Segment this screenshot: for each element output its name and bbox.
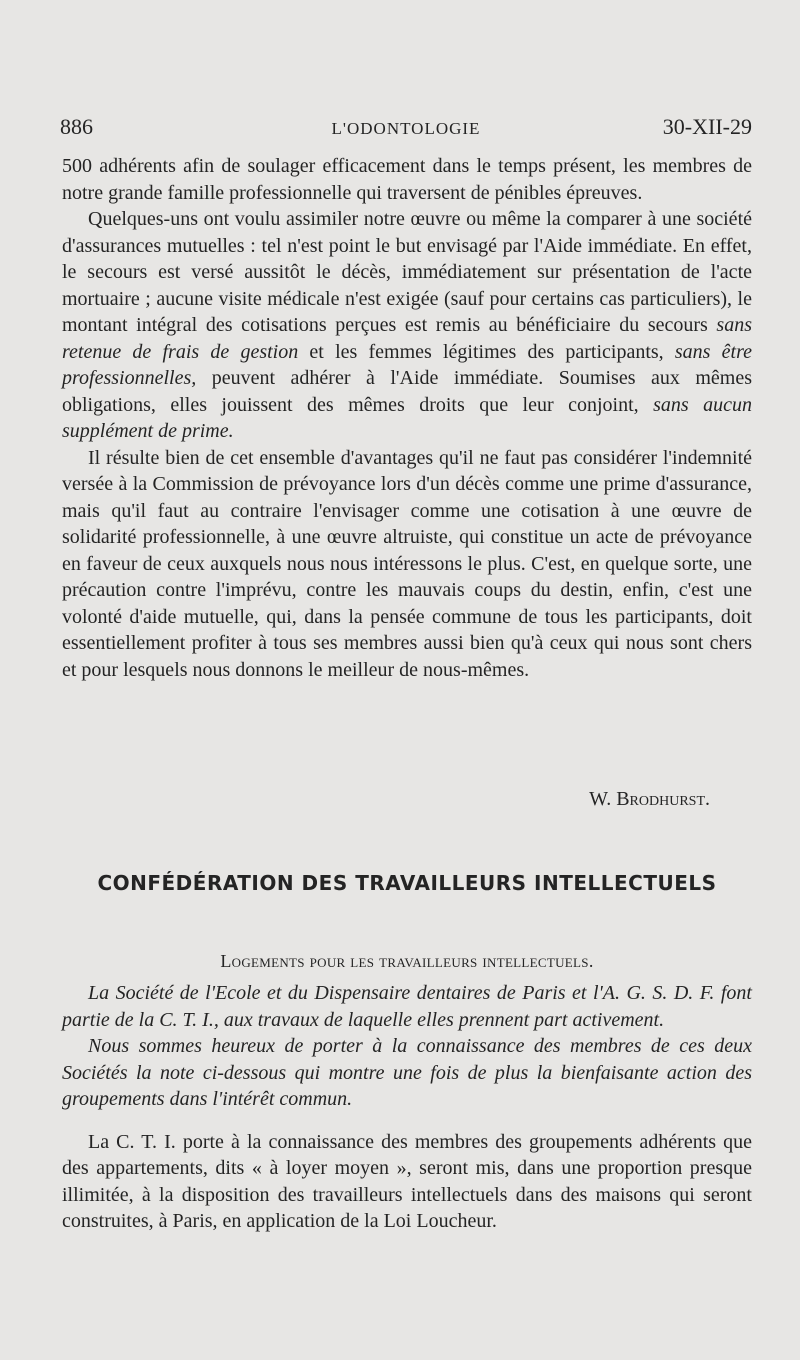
article-paragraph-2-part-1: Quelques-uns ont voulu assimiler notre œuvre ou même la comparer à une société d'assurances mutuelles : tel n'est point le but envisagé par l'Aide immédiate. En effet, le secours est versé aussitôt le décès, immédiatement sur présentation de l'acte mortuaire ; aucune visite médicale n'est exigée (sauf pour certains cas particuliers), le montant intégral des cotisations perçues est remis au bénéficiaire du secours — [62, 208, 752, 336]
section-paragraph: La C. T. I. porte à la connaissance des membres des groupements adhérents que des appartements, dits « à loyer moyen », seront mis, dans une proportion presque illimitée, à la disposition des travailleurs intellectuels dans des maisons qui seront construites, à Paris, en application de la Loi Loucheur. — [62, 1130, 752, 1232]
issue-date: 30-XII-29 — [662, 114, 752, 139]
article-paragraph-2-italic-2: sans être professionnelles, — [62, 340, 752, 389]
article-paragraph-2 — [62, 206, 752, 445]
journal-title: L'ODONTOLOGIE — [331, 119, 481, 138]
section-subheading: Logements pour les travailleurs intellectuels. — [220, 951, 594, 971]
section-italic-paragraph-1: La Société de l'Ecole et du Dispensaire dentaires de Paris et l'A. G. S. D. F. font partie de la C. T. I., aux travaux de laquelle elles prennent part activement. — [62, 982, 752, 1031]
author-signature — [62, 786, 710, 812]
article-paragraph-3: Il résulte bien de cet ensemble d'avantages qu'il ne faut pas considérer l'indemnité versée à la Commission de prévoyance lors d'un décès comme une prime d'assurance, mais qu'il faut au contraire l'envisager comme une cotisation à une œuvre de solidarité professionnelle, à une œuvre altruiste, qui constitue un acte de prévoyance en faveur de ceux auxquels nous nous intéressons le plus. C'est, en quelque sorte, une précaution contre l'imprévu, contre les mauvais coups du destin, enfin, c'est une volonté d'aide mutuelle, qui, dans la pensée commune de tous les participants, doit essentiellement profiter à tous ses membres aussi bien qu'à ceux qui nous sont chers et pour lesquels nous donnons le meilleur de nous-mêmes. — [62, 446, 752, 681]
section-heading: CONFÉDÉRATION DES TRAVAILLEURS INTELLECTUELS — [97, 871, 717, 895]
article-paragraph-2-part-3: peuvent adhérer à l'Aide immédiate. Soumises aux mêmes obligations, elles jouissent des mêmes droits que leur conjoint, — [62, 367, 752, 416]
article-paragraph-1: 500 adhérents afin de soulager efficacement dans le temps présent, les membres de notre grande famille professionnelle qui traversent de pénibles épreuves. — [62, 155, 752, 204]
running-head — [60, 114, 752, 140]
article-paragraph-2-italic-1: sans retenue de frais de gestion — [62, 314, 752, 363]
article-paragraph-2-italic-3: sans aucun supplément de prime. — [62, 393, 752, 442]
section-italic-paragraph-2: Nous sommes heureux de porter à la connaissance des membres de ces deux Sociétés la note ci-dessous qui montre une fois de plus la bienfaisante action des groupements dans l'intérêt commun. — [62, 1035, 752, 1110]
article-paragraph-2-part-2: et les femmes légitimes des participants, — [298, 340, 675, 363]
section-body — [62, 980, 752, 1235]
page-number: 886 — [60, 114, 93, 139]
article-body — [62, 153, 752, 683]
author-name: W. Brodhurst. — [589, 788, 710, 810]
